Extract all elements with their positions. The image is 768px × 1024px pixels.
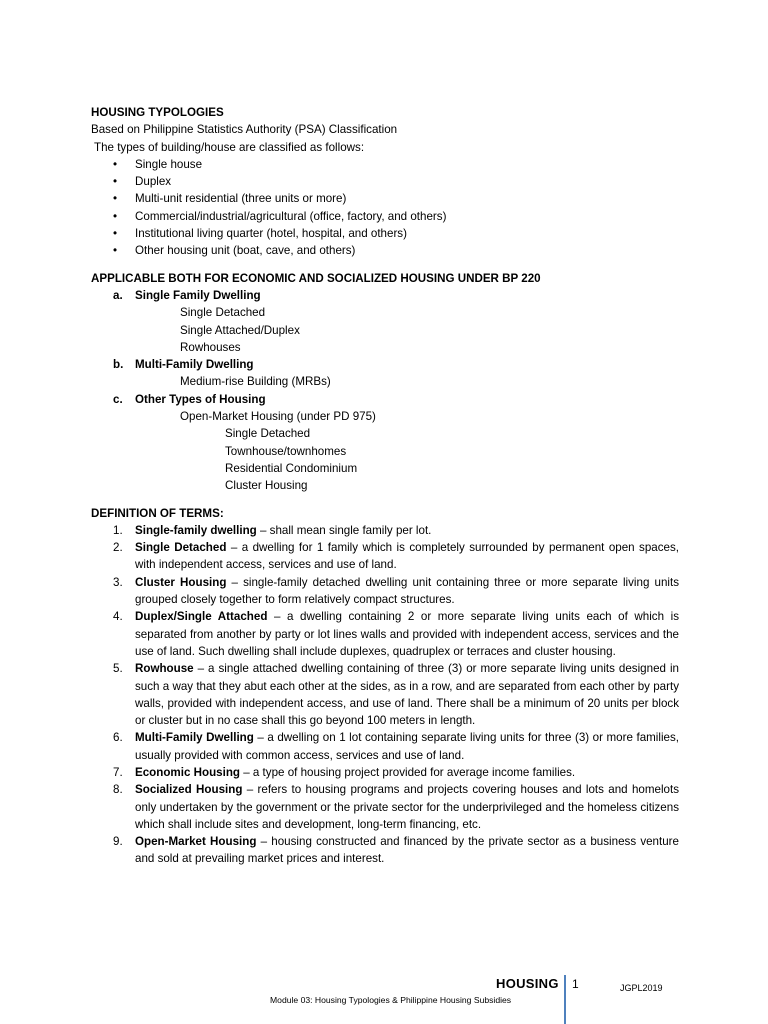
definition-number: 5. [113,662,123,676]
definition-item [91,608,679,660]
typologies-intro: The types of building/house are classified as follows: [91,140,365,154]
bp220-heading: APPLICABLE BOTH FOR ECONOMIC AND SOCIALIZED HOUSING UNDER BP 220 [91,271,541,285]
definition-term: Open-Market Housing [135,835,257,849]
definition-text: – a dwelling for 1 family which is completely surrounded by permanent open spaces, with independent access, services and use of land. [135,541,680,572]
typologies-heading: HOUSING TYPOLOGIES [91,106,224,119]
sub-item: Cluster Housing [225,479,308,493]
footer-divider [564,975,566,1024]
list-item: • Single house [91,156,679,173]
typologies-list [91,156,679,260]
definition-text: – a single attached dwelling containing of three (3) or more separate living units designed in such a way that they abut each other at the sides, as in a row, and are separated from each other by party walls, provided with independent access, and use of land. There shall be a minimum of 20 units per block or cluster but in no case shall this go beyond 100 meters in length. [135,662,679,728]
list-item: • Commercial/industrial/agricultural (office, factory, and others) [91,208,679,225]
definition-term: Single-family dwelling [135,523,257,537]
sub-item: Medium-rise Building (MRBs) [180,375,331,389]
item-label: a. [113,288,123,302]
definition-text: – a dwelling containing 2 or more separate living units each of which is separated from another by party or lot lines walls and provided with independent access, services and the use of land. Such dwelling shall include duplexes, quadruplex or terraces and cluster housing. [135,610,679,658]
typologies-basis: Based on Philippine Statistics Authority (PSA) Classification [91,123,398,137]
definition-item [91,833,679,868]
bp220-item-b [91,356,679,391]
definition-number: 9. [113,835,123,849]
bp220-item-a [91,287,679,356]
sub-item: Single Detached [180,306,266,320]
definition-term: Socialized Housing [135,783,243,797]
definition-text: – a dwelling on 1 lot containing separate living units for three (3) or more families, usually provided with common access, services and use of land. [135,731,679,762]
sub-heading: Open-Market Housing (under PD 975) [180,410,376,424]
definition-number: 3. [113,575,123,589]
item-title: Multi-Family Dwelling [135,358,254,372]
list-item: • Institutional living quarter (hotel, hospital, and others) [91,225,679,242]
footer-title: HOUSING [496,976,559,991]
definition-item [91,574,679,609]
definitions-heading: DEFINITION OF TERMS: [91,506,224,520]
definition-item [91,522,679,539]
item-title: Other Types of Housing [135,392,266,406]
document-body [91,104,679,868]
definition-term: Duplex/Single Attached [135,610,268,624]
definition-number: 2. [113,541,123,555]
bp220-item-c [91,391,679,495]
definition-item [91,660,679,729]
definition-text: – single-family detached dwelling unit containing three or more separate living units grouped closely together to form relatively compact structures. [135,575,679,607]
definition-text: – a type of housing project provided for average income families. [240,765,576,779]
page-number: 1 [572,977,579,991]
definition-text: – refers to housing programs and projects covering houses and lots and homelots only undertaken by the government or the private sector for the underprivileged and the homeless citizens which shall include sites and development, long-term financing, etc. [135,783,679,831]
definition-number: 8. [113,783,123,797]
definition-item [91,764,679,781]
list-item: • Duplex [91,173,679,190]
sub-item: Single Attached/Duplex [180,323,300,337]
footer-subtitle: Module 03: Housing Typologies & Philippine Housing Subsidies [270,995,512,1005]
sub-item: Single Detached [225,427,311,441]
footer-code: JGPL2019 [620,983,663,993]
item-title: Single Family Dwelling [135,288,261,302]
sub-item: Residential Condominium [225,461,358,475]
definition-term: Single Detached [135,541,227,555]
sub-item: Townhouse/townhomes [225,444,347,458]
definitions-list [91,522,679,868]
list-item: • Other housing unit (boat, cave, and others) [91,242,679,259]
sub-item: Rowhouses [180,340,241,354]
list-item: • Multi-unit residential (three units or more) [91,190,679,207]
definition-item [91,781,679,833]
definition-number: 7. [113,765,123,779]
definition-item [91,539,679,574]
definition-term: Rowhouse [135,662,194,676]
definition-text: – shall mean single family per lot. [256,523,432,537]
definition-text: – housing constructed and financed by the private sector as a business venture and sold at prevailing market prices and interest. [135,835,679,866]
definition-term: Cluster Housing [135,575,227,589]
definition-number: 4. [113,610,123,624]
definition-item [91,729,679,764]
item-label: b. [113,358,124,372]
definition-number: 1. [113,523,123,537]
definition-term: Economic Housing [135,765,240,779]
item-label: c. [113,392,123,406]
definition-term: Multi-Family Dwelling [135,731,254,745]
definition-number: 6. [113,731,123,745]
bp220-list [91,287,679,495]
